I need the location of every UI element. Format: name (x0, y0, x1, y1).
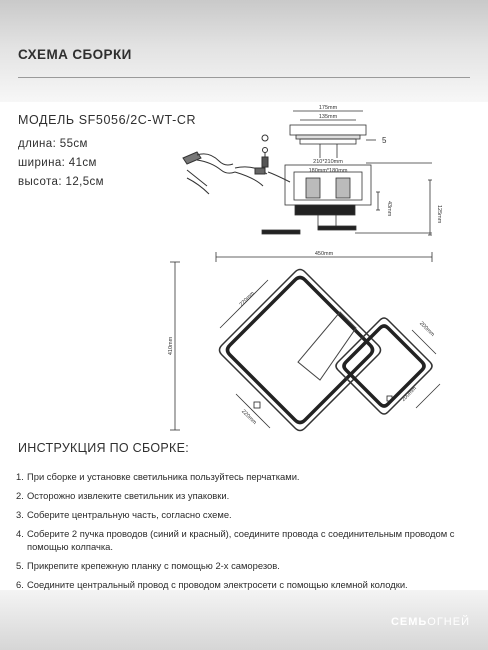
dim-side-h2: 125mm (436, 205, 442, 224)
callout-number: 5 (382, 136, 387, 145)
brand-bold: СЕМЬ (390, 616, 428, 628)
step-number: 1. (16, 471, 24, 482)
step-text: При сборке и установке светильника пользуйтесь перчатками. (27, 471, 300, 482)
model-name: МОДЕЛЬ SF5056/2C-WT-CR (18, 113, 197, 127)
spec-length: длина: 55см (18, 138, 88, 150)
step-text: Соберите 2 пучка проводов (синий и красный), соедините провода с соединительным проводом с помощью колпачка. (27, 528, 455, 552)
dim-base: 180mm*180mm (308, 168, 348, 174)
step-text: Соберите центральную часть, согласно схеме. (27, 509, 232, 520)
dim-small-side-a: 200mm (418, 320, 436, 338)
step-number: 2. (16, 490, 24, 501)
page-title: СХЕМА СБОРКИ (18, 47, 132, 62)
step-number: 5. (16, 560, 24, 571)
hardware-parts-illustration (183, 135, 290, 194)
dim-small-side-b: 200mm (400, 385, 418, 403)
dim-total-height: 410mm (168, 336, 174, 356)
step-number: 3. (16, 509, 24, 520)
dim-big-side-b: 220mm (240, 408, 258, 426)
instruction-step (16, 508, 482, 521)
instructions-title: ИНСТРУКЦИЯ ПО СБОРКЕ: (18, 441, 189, 455)
dim-top-inner: 135mm (318, 114, 338, 120)
instruction-step (16, 470, 482, 483)
instruction-step (16, 559, 482, 572)
spec-width: ширина: 41см (18, 157, 97, 169)
brand-logo (391, 616, 470, 628)
step-text: Осторожно извлеките светильник из упаковки. (27, 490, 230, 501)
dim-big-side-a: 220mm (238, 290, 256, 308)
dim-top-width: 175mm (318, 105, 338, 111)
instructions-list (16, 470, 482, 597)
top-view-drawing (170, 252, 440, 431)
dim-total-width: 450mm (314, 251, 334, 257)
step-number: 6. (16, 579, 24, 590)
step-text: Прикрепите крепежную планку с помощью 2-х саморезов. (27, 560, 280, 571)
step-number: 4. (16, 528, 24, 539)
instruction-step (16, 489, 482, 502)
dim-side-h1: 43mm (386, 201, 392, 217)
spec-height: высота: 12,5см (18, 176, 104, 188)
step-text: Соедините центральный провод с проводом электросети с помощью клемной колодки. (27, 579, 408, 590)
instruction-step (16, 527, 482, 553)
dim-plate: 210*210mm (313, 159, 343, 165)
brand-light: ОГНЕЙ (427, 616, 470, 628)
